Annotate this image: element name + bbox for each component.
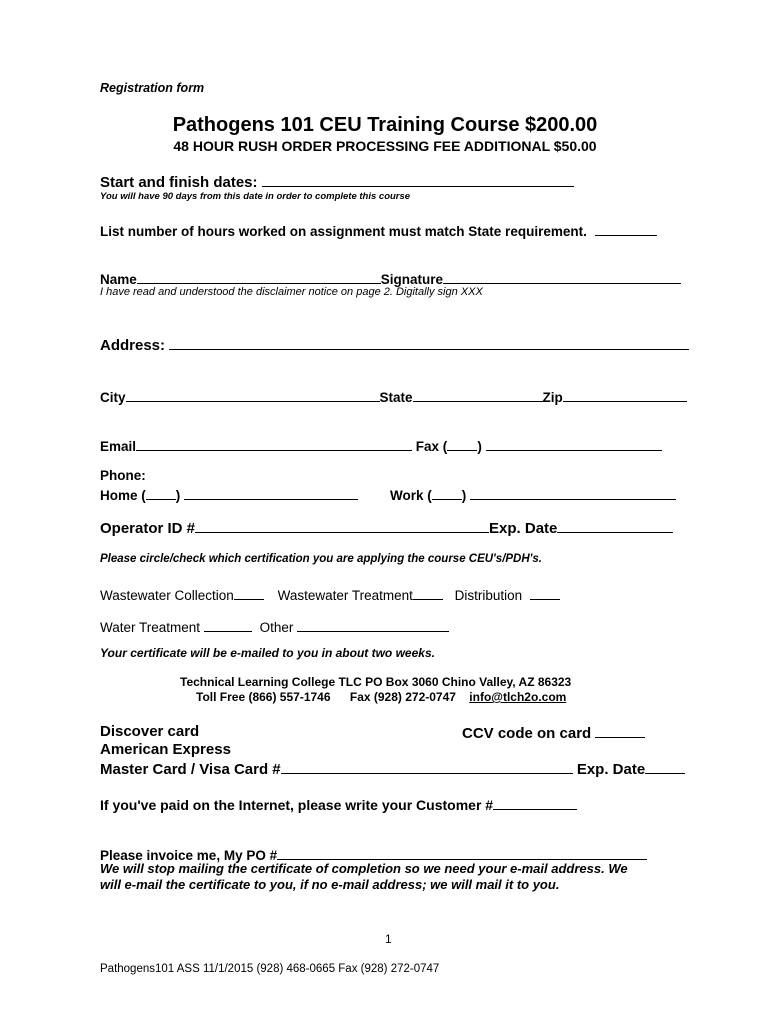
cert-wastewater-treatment-check[interactable]	[413, 585, 443, 600]
rush-fee-subtitle: 48 HOUR RUSH ORDER PROCESSING FEE ADDITIONAL $50.00	[173, 138, 597, 154]
card-number-field[interactable]	[281, 759, 573, 774]
page-number: 1	[385, 932, 392, 946]
email-fax-row	[100, 436, 662, 454]
contact-email-link[interactable]: info@tlch2o.com	[469, 690, 567, 704]
fax-area-code-field[interactable]	[447, 436, 477, 451]
city-field[interactable]	[126, 387, 380, 402]
ccv-label: CCV code on card	[462, 725, 592, 742]
cert-other-field[interactable]	[297, 617, 449, 632]
home-label: Home (	[100, 488, 146, 503]
cert-instructions: Please circle/check which certification you are applying the course CEU's/PDH's.	[100, 553, 542, 565]
fax-label: Fax (	[415, 439, 448, 454]
dates-row	[100, 172, 574, 191]
cert-wastewater-treatment-label: Wastewater Treatment	[277, 588, 413, 603]
home-area-code-field[interactable]	[146, 485, 176, 500]
customer-number-field[interactable]	[493, 795, 577, 810]
po-number-field[interactable]	[277, 845, 647, 860]
dates-label: Start and finish dates:	[100, 174, 258, 191]
card-number-row	[100, 759, 685, 778]
signature-label: Signature	[380, 272, 444, 287]
operator-label: Operator ID #	[100, 520, 196, 537]
signature-field[interactable]	[443, 269, 681, 284]
zip-field[interactable]	[563, 387, 687, 402]
work-area-code-field[interactable]	[432, 485, 462, 500]
discover-card-label: Discover card	[100, 723, 200, 740]
name-field[interactable]	[137, 269, 381, 284]
state-label: State	[379, 390, 413, 405]
email-field[interactable]	[136, 436, 412, 451]
hours-field[interactable]	[595, 221, 657, 236]
work-phone-row	[390, 485, 676, 503]
invoice-label: Please invoice me, My PO #	[100, 848, 278, 863]
address-field[interactable]	[169, 335, 689, 350]
contact-fax: Fax (928) 272-0747	[349, 690, 456, 704]
course-title: Pathogens 101 CEU Training Course $200.00	[172, 114, 598, 136]
page-footer: Pathogens101 ASS 11/1/2015 (928) 468-0665 Fax (928) 272-0747	[100, 963, 440, 975]
cert-water-treatment-check[interactable]	[204, 617, 252, 632]
contact-tollfree: Toll Free (866) 557-1746	[196, 690, 331, 704]
home-paren-close: )	[175, 488, 181, 503]
ccv-row	[462, 723, 645, 742]
cert-row-1	[100, 585, 560, 603]
operator-id-field[interactable]	[195, 518, 489, 533]
dates-note: You will have 90 days from this date in order to complete this course	[100, 191, 411, 202]
contact-phone-line	[196, 690, 566, 704]
form-label: Registration form	[100, 81, 205, 95]
ccv-field[interactable]	[595, 723, 645, 738]
home-number-field[interactable]	[184, 485, 358, 500]
address-label: Address:	[100, 337, 166, 354]
hours-row	[100, 221, 657, 239]
fax-number-field[interactable]	[486, 436, 662, 451]
dates-field[interactable]	[262, 172, 574, 187]
city-label: City	[100, 390, 126, 405]
address-row	[100, 335, 689, 354]
operator-exp-label: Exp. Date	[489, 520, 558, 537]
cert-row-2	[100, 617, 449, 635]
customer-row	[100, 795, 577, 813]
card-exp-label: Exp. Date	[576, 761, 646, 778]
city-state-zip-row	[100, 387, 687, 405]
mailing-notice-line-1: We will stop mailing the certificate of completion so we need your e-mail address. We	[100, 861, 628, 876]
operator-row	[100, 518, 673, 537]
cert-other-label: Other	[259, 620, 294, 635]
operator-exp-field[interactable]	[557, 518, 673, 533]
work-number-field[interactable]	[470, 485, 676, 500]
customer-label: If you've paid on the Internet, please write your Customer #	[100, 797, 494, 813]
cert-water-treatment-label: Water Treatment	[100, 620, 201, 635]
cert-distribution-check[interactable]	[530, 585, 560, 600]
hours-label: List number of hours worked on assignment must match State requirement.	[100, 224, 587, 239]
email-notice: Your certificate will be e-mailed to you in about two weeks.	[100, 646, 435, 660]
home-phone-row	[100, 485, 358, 503]
email-label: Email	[100, 439, 137, 454]
phone-label: Phone:	[100, 468, 146, 483]
work-paren-close: )	[461, 488, 467, 503]
fax-paren-close: )	[477, 439, 482, 454]
mailing-notice-line-2: will e-mail the certificate to you, if no e-mail address; we will mail it to you.	[100, 877, 560, 892]
work-label: Work (	[390, 488, 432, 503]
name-label: Name	[100, 272, 137, 287]
amex-label: American Express	[100, 741, 231, 758]
contact-address: Technical Learning College TLC PO Box 3060 Chino Valley, AZ 86323	[180, 675, 572, 689]
disclaimer-note: I have read and understood the disclaimer notice on page 2. Digitally sign XXX	[100, 286, 483, 298]
cert-wastewater-collection-check[interactable]	[234, 585, 264, 600]
state-field[interactable]	[413, 387, 543, 402]
card-exp-field[interactable]	[645, 759, 685, 774]
card-number-label: Master Card / Visa Card #	[100, 761, 281, 778]
cert-distribution-label: Distribution	[454, 588, 523, 603]
zip-label: Zip	[542, 390, 563, 405]
name-signature-row	[100, 269, 681, 287]
cert-wastewater-collection-label: Wastewater Collection	[100, 588, 234, 603]
